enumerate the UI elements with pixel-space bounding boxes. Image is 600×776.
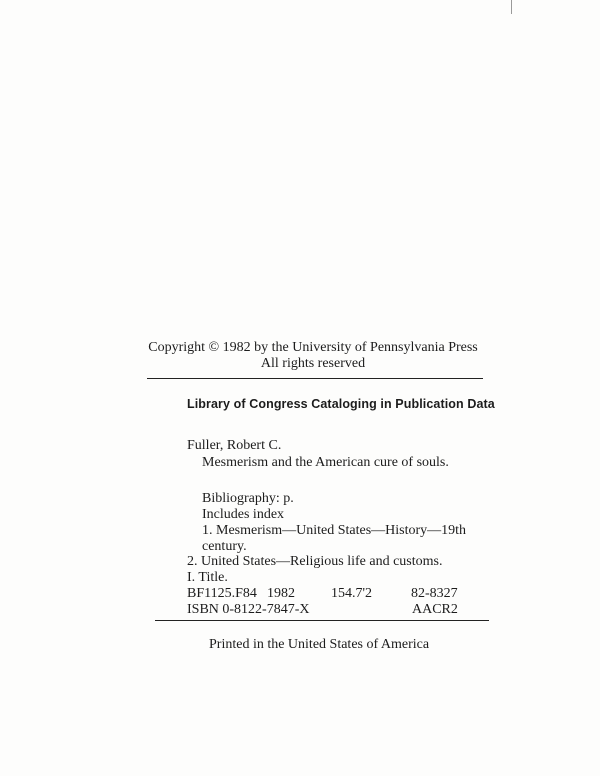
printed-in-usa: Printed in the United States of America xyxy=(209,637,430,652)
cip-index-note: Includes index xyxy=(202,507,285,522)
cip-subject-1-cont: century. xyxy=(202,539,247,554)
cip-isbn: ISBN 0-8122-7847-X xyxy=(187,602,310,617)
copyright-notice xyxy=(146,340,480,372)
cip-lccn: 82-8327 xyxy=(411,586,458,601)
cip-dewey: 154.7'2 xyxy=(331,586,373,601)
cip-heading: Library of Congress Cataloging in Publication Data xyxy=(187,397,495,411)
cip-call-number: BF1125.F84 xyxy=(187,586,257,601)
cip-call-year: 1982 xyxy=(267,586,295,601)
cip-title: Mesmerism and the American cure of souls. xyxy=(202,455,449,470)
rights-reserved: All rights reserved xyxy=(260,356,366,371)
cip-bibliography: Bibliography: p. xyxy=(202,491,294,506)
copyright-line: Copyright © 1982 by the University of Pennsylvania Press xyxy=(148,340,478,355)
page-edge-mark xyxy=(511,0,512,14)
cip-subject-2: 2. United States—Religious life and customs. xyxy=(187,554,443,569)
cip-subject-1: 1. Mesmerism—United States—History—19th xyxy=(202,523,467,538)
cip-author: Fuller, Robert C. xyxy=(187,438,282,453)
cip-title-entry: I. Title. xyxy=(187,570,228,585)
cip-aacr2: AACR2 xyxy=(412,602,458,617)
divider-bottom xyxy=(155,620,489,621)
divider-top xyxy=(147,378,483,379)
